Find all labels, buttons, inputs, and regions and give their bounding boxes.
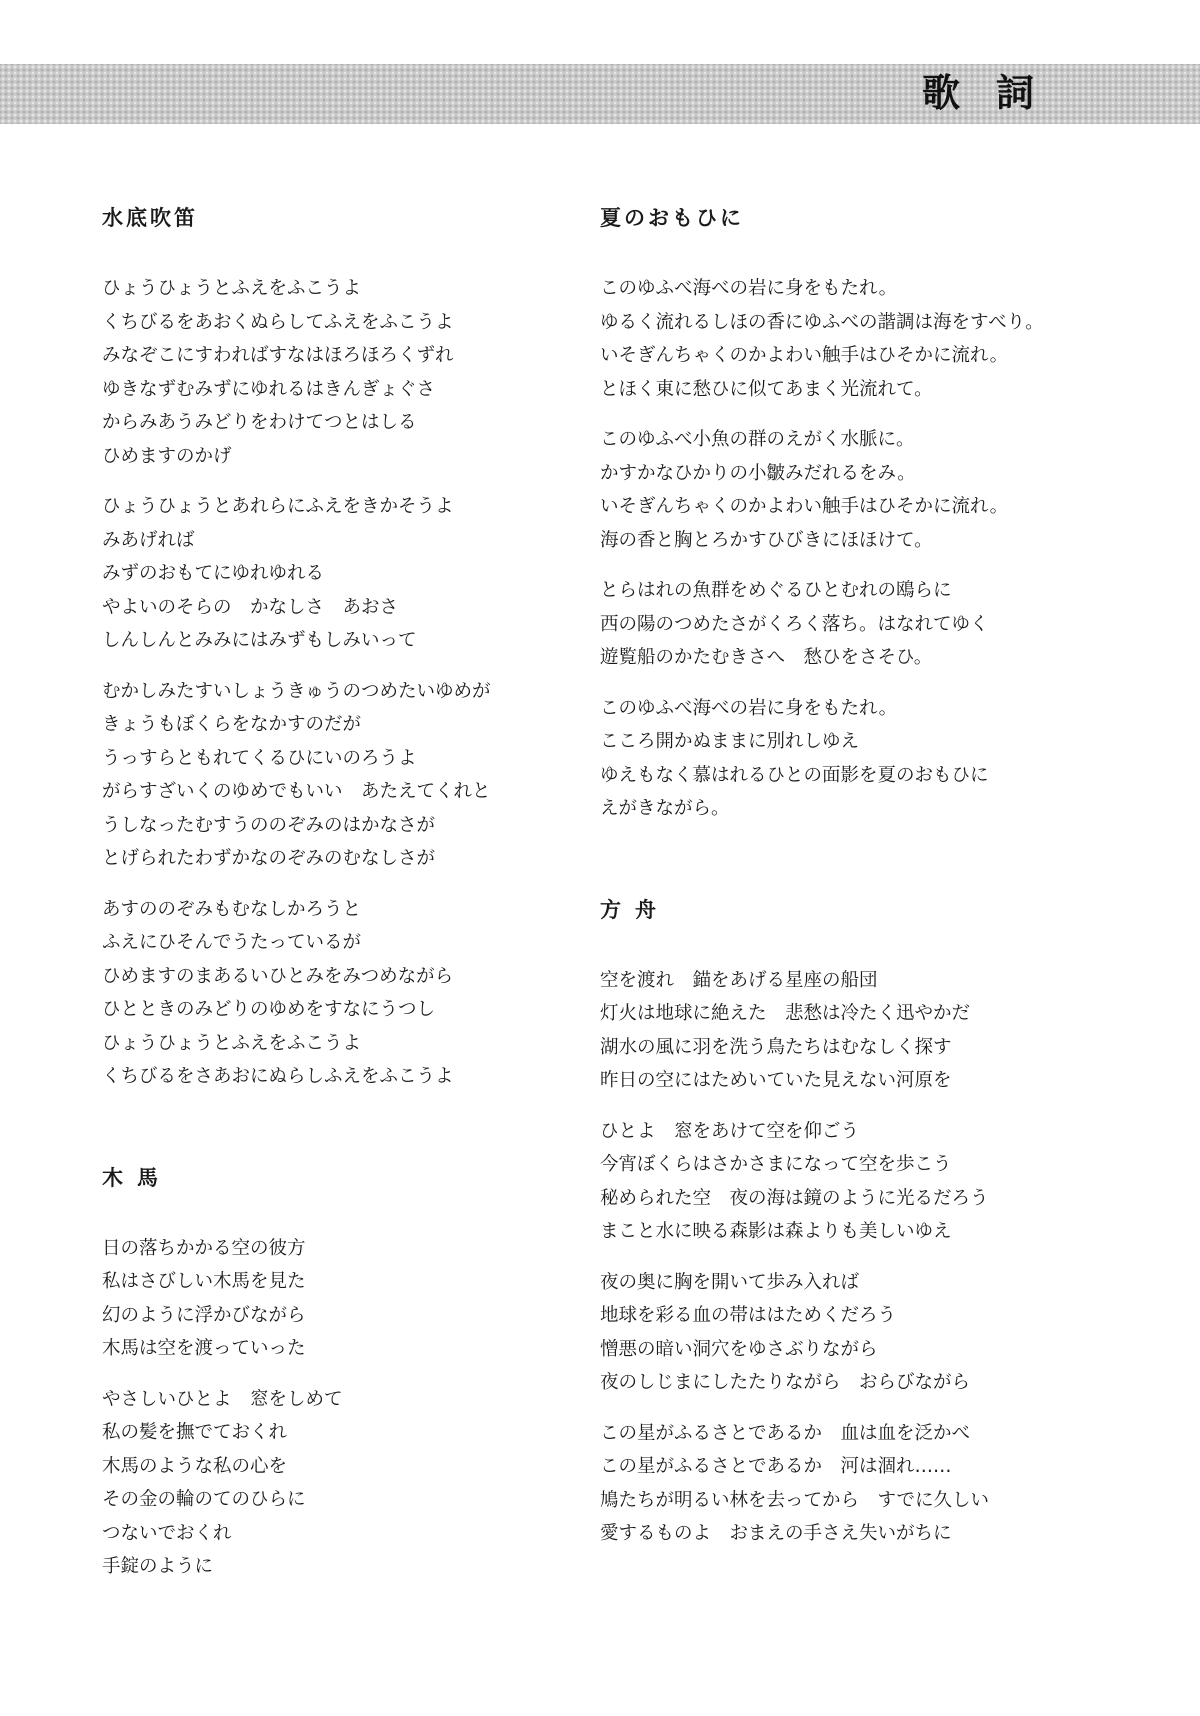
lyric-line: えがきながら。 <box>600 798 730 819</box>
poem <box>600 896 1070 1551</box>
lyric-line: 木馬のような私の心を <box>102 1455 288 1477</box>
poem <box>102 1164 572 1584</box>
lyric-line: 木馬は空を渡っていった <box>102 1338 306 1359</box>
page-title: 歌詞 <box>921 71 1070 115</box>
stanza <box>600 272 1070 406</box>
lyric-line: 私はさびしい木馬を見た <box>102 1271 306 1292</box>
lyric-line: きょうもぼくらをなかすのだが <box>102 714 362 735</box>
lyric-line: こころ開かぬままに別れしゆえ <box>600 731 860 752</box>
lyric-line: このゆふべ海べの岩に身をもたれ。 <box>600 697 898 719</box>
lyric-line: 空を渡れ 錨をあげる星座の船団 <box>600 969 878 991</box>
lyric-line: しんしんとみみにはみずもしみいって <box>102 630 417 651</box>
lyric-line: 地球を彩る血の帯ははためくだろう <box>600 1305 897 1326</box>
lyric-line: ゆえもなく慕はれるひとの面影を夏のおもひに <box>600 764 989 786</box>
lyric-line: ひとよ 窓をあけて空を仰ごう <box>600 1120 860 1142</box>
stanza <box>600 423 1070 557</box>
poem-title: 方舟 <box>600 897 670 922</box>
lyric-line: やさしいひとよ 窓をしめて <box>102 1388 343 1410</box>
poem <box>600 204 1070 826</box>
lyric-line: 西の陽のつめたさがくろく落ち。はなれてゆく <box>600 613 989 635</box>
lyric-line: 日の落ちかかる空の彼方 <box>102 1237 306 1259</box>
lyric-line: やよいのそらの かなしさ あおさ <box>102 596 399 618</box>
lyric-line: 幻のように浮かびながら <box>102 1304 306 1326</box>
stanza <box>102 1232 572 1366</box>
lyric-line: ゆるく流れるしほの香にゆふべの諧調は海をすべり。 <box>600 311 1044 333</box>
lyric-line: ひめますのかげ <box>102 445 232 467</box>
lyric-line: みずのおもてにゆれゆれる <box>102 563 325 584</box>
lyric-line: このゆふべ海べの岩に身をもたれ。 <box>600 278 898 299</box>
lyric-line: 鳩たちが明るい林を去ってから すでに久しい <box>600 1489 990 1511</box>
stanza <box>600 1266 1070 1400</box>
stanza <box>102 675 572 876</box>
lyric-line: 手錠のように <box>102 1556 214 1577</box>
poem-title: 水底吹笛 <box>102 206 198 230</box>
lyric-line: 憎悪の暗い洞穴をゆさぶりながら <box>600 1338 878 1360</box>
poem-title: 夏のおもひに <box>600 206 744 230</box>
lyric-line: 夜の奥に胸を開いて歩み入れば <box>600 1271 860 1293</box>
stanza <box>600 574 1070 675</box>
left-column <box>102 204 572 1601</box>
stanza <box>600 964 1070 1098</box>
lyric-line: みあげれば <box>102 529 195 551</box>
lyric-line: むかしみたすいしょうきゅうのつめたいゆめが <box>102 680 491 702</box>
lyric-line: ひめますのまあるいひとみをみつめながら <box>102 965 454 987</box>
lyric-line: かすかなひかりの小皺みだれるをみ。 <box>600 462 916 484</box>
lyric-line: とげられたわずかなのぞみのむなしさが <box>102 848 436 869</box>
lyric-line: その金の輪のてのひらに <box>102 1489 306 1510</box>
lyric-line: ひょうひょうとふえをふこうよ <box>102 1032 362 1054</box>
lyric-line: くちびるをあおくぬらしてふえをふこうよ <box>102 311 454 333</box>
stanza <box>600 1417 1070 1551</box>
stanza <box>102 1383 572 1584</box>
lyric-line: うっすらともれてくるひにいのろうよ <box>102 747 417 769</box>
lyric-line: 海の香と胸とろかすひびきにほほけて。 <box>600 529 933 551</box>
lyric-line: この星がふるさとであるか 血は血を泛かべ <box>600 1422 971 1444</box>
lyric-line: いそぎんちゃくのかよわい触手はひそかに流れ。 <box>600 345 1009 366</box>
lyric-line: ひょうひょうとふえをふこうよ <box>102 278 362 299</box>
lyric-line: つないでおくれ <box>102 1522 232 1544</box>
lyric-line: うしなったむすうののぞみのはかなさが <box>102 814 436 836</box>
lyric-line: 秘められた空 夜の海は鏡のように光るだろう <box>600 1187 989 1209</box>
lyric-line: 今宵ぼくらはさかさまになって空を歩こう <box>600 1154 952 1175</box>
right-column <box>600 204 1070 1568</box>
lyric-line: ふえにひそんでうたっているが <box>102 932 362 953</box>
lyric-line: とらはれの魚群をめぐるひとむれの鴎らに <box>600 580 952 601</box>
lyric-line: 遊覧船のかたむきさへ 愁ひをさそひ。 <box>600 647 933 668</box>
stanza <box>600 1115 1070 1249</box>
lyric-line: 灯火は地球に絶えた 悲愁は冷たく迅やかだ <box>600 1003 971 1024</box>
stanza <box>102 272 572 473</box>
lyric-line: このゆふべ小魚の群のえがく水脈に。 <box>600 429 915 450</box>
stanza <box>600 692 1070 826</box>
lyric-line: 私の髪を撫でておくれ <box>102 1422 288 1443</box>
lyric-line: ひょうひょうとあれらにふえをきかそうよ <box>102 496 454 517</box>
lyric-line: 湖水の風に羽を洗う鳥たちはむなしく探す <box>600 1036 952 1058</box>
poem <box>102 204 572 1094</box>
lyric-line: 夜のしじまにしたたりながら おらびながら <box>600 1372 971 1393</box>
lyric-line: とほく東に愁ひに似てあまく光流れて。 <box>600 378 933 400</box>
lyric-line: 昨日の空にはためいていた見えない河原を <box>600 1070 952 1091</box>
lyric-line: まこと水に映る森影は森よりも美しいゆえ <box>600 1221 952 1242</box>
stanza <box>102 490 572 658</box>
lyric-line: 愛するものよ おまえの手さえ失いがちに <box>600 1523 952 1544</box>
lyric-line: あすののぞみもむなしかろうと <box>102 898 362 920</box>
lyric-line: ひとときのみどりのゆめをすなにうつし <box>102 999 436 1020</box>
lyric-line: みなぞこにすわればすなはほろほろくずれ <box>102 345 454 366</box>
header-band <box>0 64 1200 124</box>
lyric-line: からみあうみどりをわけてつとはしる <box>102 412 417 433</box>
stanza <box>102 893 572 1094</box>
lyric-line: くちびるをさあおにぬらしふえをふこうよ <box>102 1066 454 1087</box>
lyric-line: がらすざいくのゆめでもいい あたえてくれと <box>102 781 491 802</box>
lyric-line: いそぎんちゃくのかよわい触手はひそかに流れ。 <box>600 496 1009 517</box>
lyric-line: ゆきなずむみずにゆれるはきんぎょぐさ <box>102 378 436 400</box>
lyric-line: この星がふるさとであるか 河は涸れ…… <box>600 1456 952 1477</box>
poem-title: 木馬 <box>102 1165 172 1190</box>
